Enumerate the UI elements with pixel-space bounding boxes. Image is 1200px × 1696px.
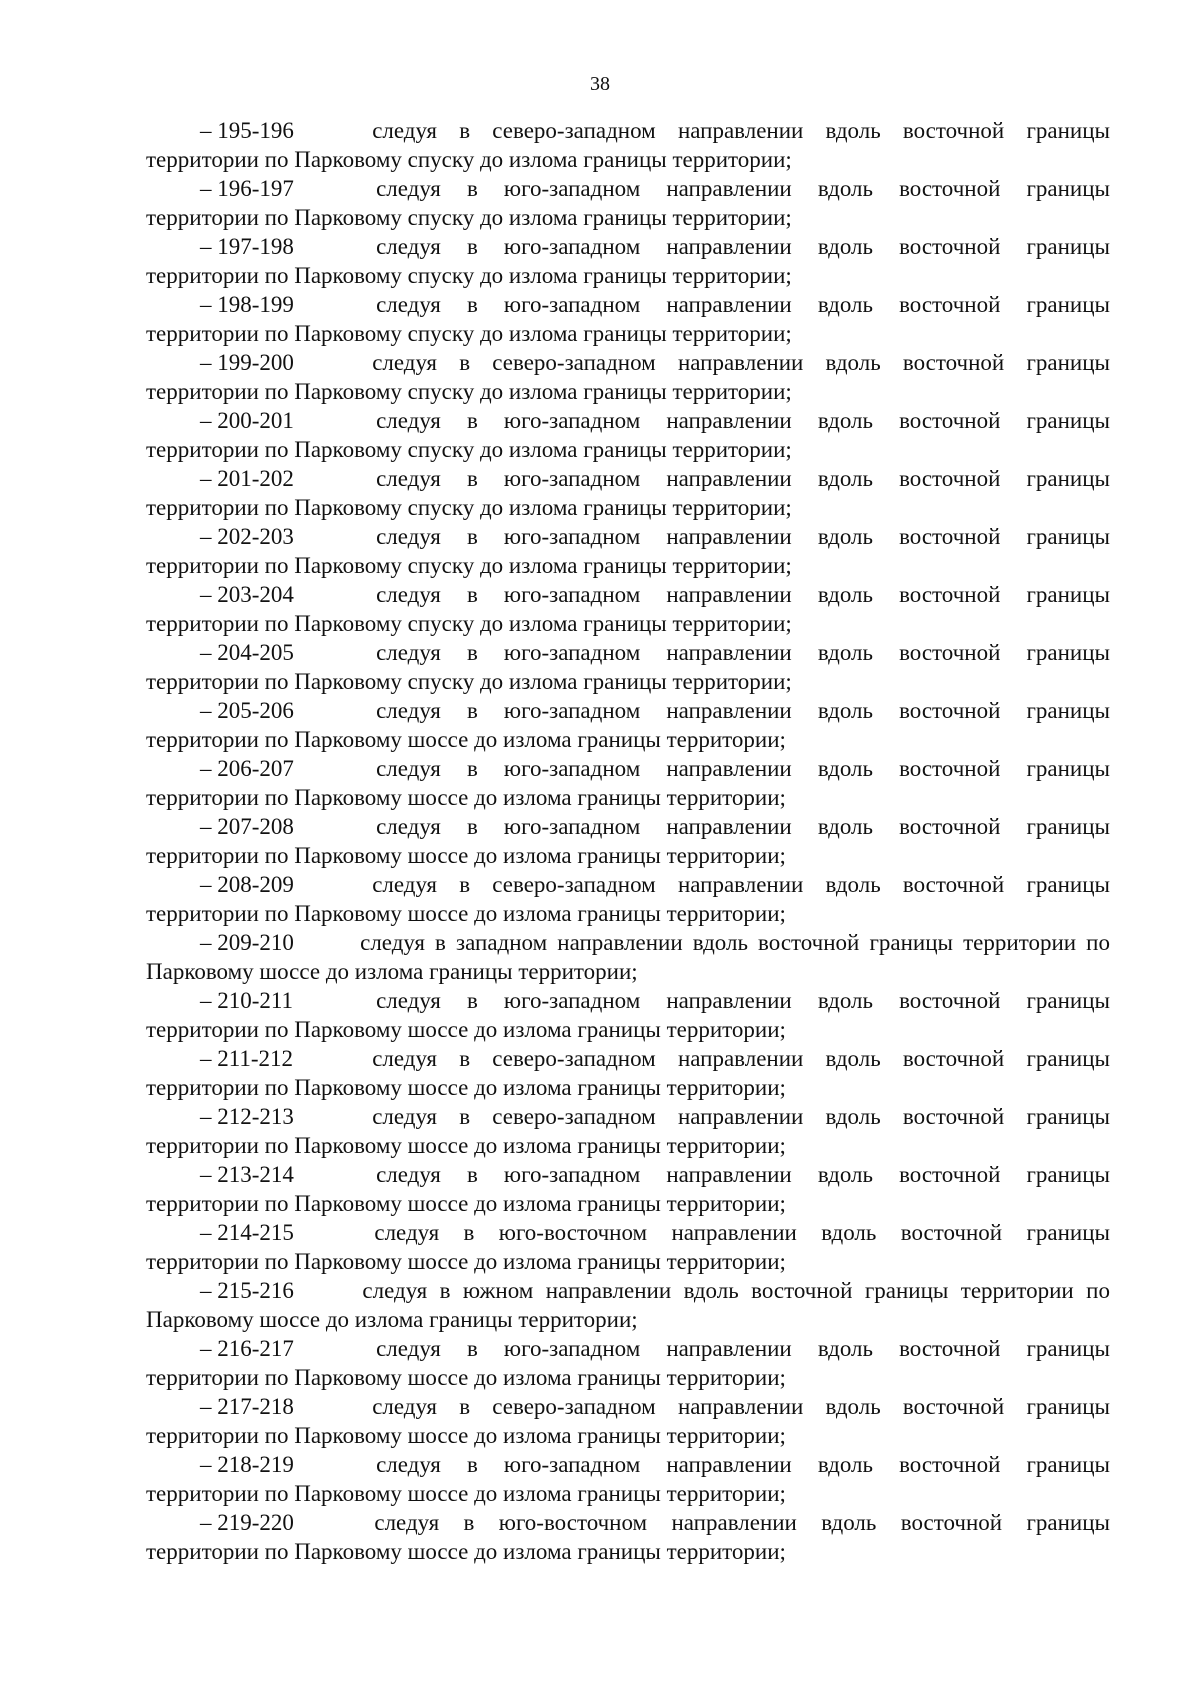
segment-word: в [466, 466, 478, 491]
segment-word: следуя [376, 408, 441, 433]
segment-word: границы [1026, 640, 1110, 665]
segment-code: – 197-198 [200, 234, 294, 259]
segment-word: восточной [899, 1452, 1001, 1477]
segment-word: юго-западном [503, 176, 641, 201]
segment-word: восточной [902, 1104, 1005, 1129]
segment-word: в [466, 814, 478, 839]
boundary-segment-item [146, 1392, 1110, 1450]
boundary-segment-item [146, 232, 1110, 290]
segment-word: следуя [376, 1452, 441, 1477]
segment-word: юго-западном [503, 698, 641, 723]
segment-word: территории [963, 930, 1077, 955]
boundary-segment-item [146, 580, 1110, 638]
boundary-segment-item [146, 348, 1110, 406]
segment-word: в [459, 1046, 471, 1071]
segment-word: направлении [671, 1510, 797, 1535]
segment-word: в [466, 1162, 478, 1187]
segment-first-line [146, 290, 1110, 319]
segment-word: восточной [899, 756, 1001, 781]
segment-word: границы [1026, 1336, 1110, 1361]
segment-continuation-line: территории по Парковому шоссе до излома границы территории; [146, 1423, 786, 1448]
segment-first-line [146, 638, 1110, 667]
boundary-segment-item [146, 1276, 1110, 1334]
segment-word: восточной [899, 988, 1001, 1013]
segment-word: границы [1026, 1104, 1110, 1129]
segment-first-line [146, 406, 1110, 435]
segment-word: следуя [376, 698, 441, 723]
segment-word: следуя [372, 1046, 438, 1071]
segment-word: юго-западном [503, 1452, 641, 1477]
segment-word: северо-западном [492, 1046, 656, 1071]
boundary-segment-item [146, 522, 1110, 580]
segment-word: границы [1026, 1220, 1110, 1245]
segment-continuation-line: территории по Парковому шоссе до излома границы территории; [146, 1249, 786, 1274]
segment-word: границы [1026, 234, 1110, 259]
segment-word: направлении [666, 698, 792, 723]
segment-continuation-line: территории по Парковому спуску до излома границы территории; [146, 553, 792, 578]
segment-word: территории [960, 1278, 1074, 1303]
segment-word: вдоль [692, 930, 748, 955]
segment-word: восточной [902, 1394, 1005, 1419]
segment-word: направлении [666, 524, 792, 549]
segment-first-line [146, 1044, 1110, 1073]
segment-word: юго-восточном [498, 1220, 648, 1245]
boundary-segment-item [146, 754, 1110, 812]
segment-word: границы [1026, 1046, 1110, 1071]
segment-word: границы [864, 1278, 949, 1303]
segment-word: в [466, 292, 478, 317]
segment-word: юго-западном [503, 814, 641, 839]
segment-word: в [459, 1104, 471, 1129]
segment-word: юго-западном [503, 582, 641, 607]
segment-word: вдоль [817, 582, 873, 607]
segment-word: северо-западном [492, 350, 656, 375]
segment-word: вдоль [683, 1278, 739, 1303]
segment-word: восточной [899, 640, 1001, 665]
segment-word: вдоль [817, 988, 873, 1013]
boundary-segment-item [146, 174, 1110, 232]
segment-word: границы [1026, 1162, 1110, 1187]
segment-word: следуя [376, 524, 441, 549]
segment-word: направлении [666, 582, 792, 607]
segment-word: вдоль [825, 1046, 881, 1071]
segment-code: – 219-220 [200, 1510, 294, 1535]
segment-word: юго-западном [503, 1336, 641, 1361]
segment-word: вдоль [817, 756, 873, 781]
segment-first-line [146, 928, 1110, 957]
boundary-segment-item [146, 406, 1110, 464]
segment-word: юго-западном [503, 988, 641, 1013]
segment-word: следуя [360, 930, 425, 955]
segment-word: следуя [376, 176, 441, 201]
segment-word: направлении [666, 234, 792, 259]
segment-first-line [146, 812, 1110, 841]
segment-word: вдоль [817, 292, 873, 317]
segment-word: в [466, 640, 478, 665]
segment-code: – 202-203 [200, 524, 294, 549]
segment-word: вдоль [817, 234, 873, 259]
segment-code: – 198-199 [200, 292, 294, 317]
segment-word: южном [462, 1278, 534, 1303]
segment-word: направлении [557, 930, 683, 955]
segment-word: границы [1026, 408, 1110, 433]
segment-word: вдоль [825, 1104, 881, 1129]
boundary-segment-item [146, 290, 1110, 348]
segment-word: в [435, 930, 446, 955]
segment-word: границы [1026, 1452, 1110, 1477]
segment-word: границы [869, 930, 954, 955]
segment-continuation-line: территории по Парковому шоссе до излома границы территории; [146, 785, 786, 810]
boundary-segment-item [146, 116, 1110, 174]
segment-word: направлении [666, 176, 792, 201]
segment-word: восточной [899, 466, 1001, 491]
boundary-segment-item [146, 638, 1110, 696]
segment-code: – 200-201 [200, 408, 294, 433]
segment-code: – 195-196 [200, 118, 294, 143]
segment-word: восточной [899, 1162, 1001, 1187]
segment-word: восточной [899, 234, 1001, 259]
segment-continuation-line: территории по Парковому шоссе до излома границы территории; [146, 1075, 786, 1100]
segment-code: – 213-214 [200, 1162, 294, 1187]
segment-word: восточной [900, 1510, 1003, 1535]
segment-continuation-line: территории по Парковому спуску до излома границы территории; [146, 495, 792, 520]
segment-word: восточной [902, 1046, 1005, 1071]
segment-word: в [466, 408, 478, 433]
segment-word: восточной [899, 292, 1001, 317]
segment-word: вдоль [817, 1452, 873, 1477]
segment-word: юго-западном [503, 524, 641, 549]
segment-first-line [146, 116, 1110, 145]
segment-word: юго-западном [503, 466, 641, 491]
segment-word: юго-западном [503, 756, 641, 781]
segment-word: вдоль [817, 1336, 873, 1361]
segment-word: в [459, 118, 471, 143]
segment-word: в [463, 1510, 475, 1535]
segment-word: следуя [372, 1394, 438, 1419]
segment-continuation-line: территории по Парковому шоссе до излома границы территории; [146, 1133, 786, 1158]
segment-first-line [146, 1276, 1110, 1305]
segment-word: следуя [362, 1278, 428, 1303]
segment-word: границы [1026, 1394, 1110, 1419]
segment-word: направлении [677, 872, 804, 897]
segment-word: вдоль [825, 1394, 881, 1419]
segment-continuation-line: территории по Парковому шоссе до излома границы территории; [146, 843, 786, 868]
segment-word: по [1086, 930, 1110, 955]
segment-code: – 206-207 [200, 756, 294, 781]
segment-word: границы [1026, 582, 1110, 607]
segment-word: границы [1026, 988, 1110, 1013]
segment-word: вдоль [817, 1162, 873, 1187]
segment-word: юго-восточном [498, 1510, 648, 1535]
segment-continuation-line: территории по Парковому шоссе до излома границы территории; [146, 1481, 786, 1506]
segment-code: – 210-211 [200, 988, 294, 1013]
segment-word: северо-западном [492, 1104, 656, 1129]
boundary-segment-item [146, 1160, 1110, 1218]
segment-word: западном [456, 930, 548, 955]
segment-word: в [466, 234, 478, 259]
segment-word: вдоль [817, 408, 873, 433]
segment-word: направлении [666, 292, 792, 317]
segment-first-line [146, 1218, 1110, 1247]
segment-word: восточной [899, 1336, 1001, 1361]
segment-first-line [146, 1392, 1110, 1421]
segment-word: по [1086, 1278, 1110, 1303]
segment-word: восточной [899, 698, 1001, 723]
segment-word: юго-западном [503, 640, 641, 665]
segment-word: границы [1026, 466, 1110, 491]
segment-continuation-line: Парковому шоссе до излома границы территории; [146, 959, 638, 984]
segment-code: – 216-217 [200, 1336, 294, 1361]
segment-word: направлении [666, 408, 792, 433]
segment-word: восточной [899, 408, 1001, 433]
segment-code: – 196-197 [200, 176, 294, 201]
segment-word: следуя [374, 1220, 440, 1245]
segment-word: северо-западном [492, 118, 656, 143]
segment-word: юго-западном [503, 408, 641, 433]
segment-code: – 203-204 [200, 582, 294, 607]
segment-word: границы [1026, 292, 1110, 317]
segment-word: направлении [671, 1220, 797, 1245]
segment-first-line [146, 1508, 1110, 1537]
segment-word: вдоль [817, 176, 873, 201]
segment-word: следуя [376, 582, 441, 607]
boundary-segment-item [146, 464, 1110, 522]
segment-first-line [146, 870, 1110, 899]
segment-word: направлении [666, 1162, 792, 1187]
segment-continuation-line: территории по Парковому спуску до излома границы территории; [146, 321, 792, 346]
boundary-segment-item [146, 1450, 1110, 1508]
segment-word: границы [1026, 756, 1110, 781]
segment-word: в [466, 756, 478, 781]
segment-first-line [146, 522, 1110, 551]
segment-word: направлении [666, 988, 792, 1013]
segment-word: границы [1026, 814, 1110, 839]
segment-first-line [146, 580, 1110, 609]
segment-word: следуя [376, 988, 441, 1013]
segment-word: следуя [376, 234, 441, 259]
segment-word: вдоль [817, 814, 873, 839]
boundary-segment-item [146, 1044, 1110, 1102]
segment-word: границы [1026, 698, 1110, 723]
segment-first-line [146, 1334, 1110, 1363]
segment-continuation-line: территории по Парковому спуску до излома границы территории; [146, 147, 792, 172]
segment-word: следуя [376, 1336, 441, 1361]
segment-continuation-line: территории по Парковому шоссе до излома границы территории; [146, 1365, 786, 1390]
segment-word: юго-западном [503, 1162, 641, 1187]
segment-word: вдоль [825, 350, 881, 375]
segment-word: следуя [376, 814, 441, 839]
segment-word: в [466, 698, 478, 723]
segment-first-line [146, 464, 1110, 493]
segment-word: направлении [666, 466, 792, 491]
segment-word: следуя [376, 292, 441, 317]
segment-word: в [459, 1394, 471, 1419]
segment-first-line [146, 1450, 1110, 1479]
segment-word: в [466, 176, 478, 201]
segment-word: границы [1026, 872, 1110, 897]
segment-word: направлении [666, 640, 792, 665]
segment-word: восточной [899, 524, 1001, 549]
segment-continuation-line: территории по Парковому спуску до излома границы территории; [146, 263, 792, 288]
segment-word: следуя [376, 1162, 441, 1187]
segment-code: – 209-210 [200, 930, 294, 955]
segment-word: направлении [677, 1394, 804, 1419]
segment-continuation-line: территории по Парковому шоссе до излома границы территории; [146, 727, 786, 752]
segment-code: – 208-209 [200, 872, 294, 897]
segment-code: – 217-218 [200, 1394, 294, 1419]
segment-word: направлении [666, 756, 792, 781]
segment-continuation-line: территории по Парковому шоссе до излома границы территории; [146, 1191, 786, 1216]
segment-code: – 201-202 [200, 466, 294, 491]
segment-continuation-line: территории по Парковому спуску до излома границы территории; [146, 669, 792, 694]
segment-code: – 205-206 [200, 698, 294, 723]
segment-continuation-line: территории по Парковому спуску до излома границы территории; [146, 205, 792, 230]
segment-continuation-line: территории по Парковому шоссе до излома границы территории; [146, 1539, 786, 1564]
boundary-segment-item [146, 1334, 1110, 1392]
segment-word: границы [1026, 524, 1110, 549]
segment-word: направлении [677, 350, 804, 375]
boundary-description-list [146, 116, 1110, 1566]
segment-word: в [466, 1452, 478, 1477]
segment-code: – 211-212 [200, 1046, 294, 1071]
segment-code: – 215-216 [200, 1278, 294, 1303]
segment-word: в [439, 1278, 451, 1303]
page-number: 38 [590, 73, 610, 95]
segment-word: следуя [374, 1510, 440, 1535]
segment-code: – 204-205 [200, 640, 294, 665]
segment-word: направлении [677, 1104, 804, 1129]
segment-word: северо-западном [492, 1394, 656, 1419]
segment-code: – 214-215 [200, 1220, 294, 1245]
segment-word: направлении [677, 1046, 804, 1071]
boundary-segment-item [146, 812, 1110, 870]
segment-first-line [146, 986, 1110, 1015]
segment-first-line [146, 348, 1110, 377]
segment-first-line [146, 754, 1110, 783]
segment-word: восточной [899, 814, 1001, 839]
segment-continuation-line: территории по Парковому спуску до излома границы территории; [146, 437, 792, 462]
segment-code: – 207-208 [200, 814, 294, 839]
segment-first-line [146, 232, 1110, 261]
segment-first-line [146, 696, 1110, 725]
segment-word: следуя [376, 640, 441, 665]
segment-continuation-line: территории по Парковому шоссе до излома границы территории; [146, 901, 786, 926]
segment-word: восточной [899, 582, 1001, 607]
boundary-segment-item [146, 1102, 1110, 1160]
segment-word: границы [1026, 176, 1110, 201]
segment-first-line [146, 1160, 1110, 1189]
segment-word: вдоль [825, 118, 881, 143]
boundary-segment-item [146, 1218, 1110, 1276]
segment-word: вдоль [825, 872, 881, 897]
segment-word: следуя [372, 872, 438, 897]
segment-first-line [146, 1102, 1110, 1131]
segment-word: вдоль [817, 698, 873, 723]
segment-code: – 218-219 [200, 1452, 294, 1477]
segment-word: вдоль [817, 466, 873, 491]
segment-code: – 199-200 [200, 350, 294, 375]
segment-word: следуя [372, 118, 438, 143]
segment-word: в [459, 350, 471, 375]
boundary-segment-item [146, 870, 1110, 928]
segment-word: следуя [376, 466, 441, 491]
segment-word: вдоль [817, 524, 873, 549]
segment-word: восточной [902, 118, 1005, 143]
segment-word: направлении [545, 1278, 672, 1303]
segment-word: направлении [666, 814, 792, 839]
segment-word: восточной [902, 350, 1005, 375]
segment-word: направлении [677, 118, 804, 143]
segment-word: восточной [751, 1278, 853, 1303]
segment-word: границы [1026, 118, 1110, 143]
segment-word: в [466, 988, 478, 1013]
segment-word: вдоль [821, 1510, 877, 1535]
segment-word: юго-западном [503, 292, 641, 317]
segment-word: северо-западном [492, 872, 656, 897]
segment-word: направлении [666, 1336, 792, 1361]
segment-word: следуя [376, 756, 441, 781]
segment-code: – 212-213 [200, 1104, 294, 1129]
segment-word: восточной [902, 872, 1005, 897]
segment-word: границы [1026, 1510, 1110, 1535]
boundary-segment-item [146, 1508, 1110, 1566]
segment-word: следуя [372, 350, 438, 375]
segment-word: в [463, 1220, 475, 1245]
segment-continuation-line: территории по Парковому шоссе до излома границы территории; [146, 1017, 786, 1042]
segment-word: следуя [372, 1104, 438, 1129]
segment-word: вдоль [817, 640, 873, 665]
segment-word: юго-западном [503, 234, 641, 259]
segment-word: восточной [900, 1220, 1003, 1245]
boundary-segment-item [146, 696, 1110, 754]
boundary-segment-item [146, 986, 1110, 1044]
segment-word: направлении [666, 1452, 792, 1477]
segment-word: границы [1026, 350, 1110, 375]
segment-word: в [466, 1336, 478, 1361]
segment-word: восточной [758, 930, 860, 955]
segment-word: восточной [899, 176, 1001, 201]
segment-word: в [459, 872, 471, 897]
segment-continuation-line: территории по Парковому спуску до излома границы территории; [146, 379, 792, 404]
boundary-segment-item [146, 928, 1110, 986]
segment-continuation-line: территории по Парковому спуску до излома границы территории; [146, 611, 792, 636]
segment-continuation-line: Парковому шоссе до излома границы территории; [146, 1307, 638, 1332]
segment-word: в [466, 524, 478, 549]
segment-first-line [146, 174, 1110, 203]
segment-word: вдоль [821, 1220, 877, 1245]
segment-word: в [466, 582, 478, 607]
